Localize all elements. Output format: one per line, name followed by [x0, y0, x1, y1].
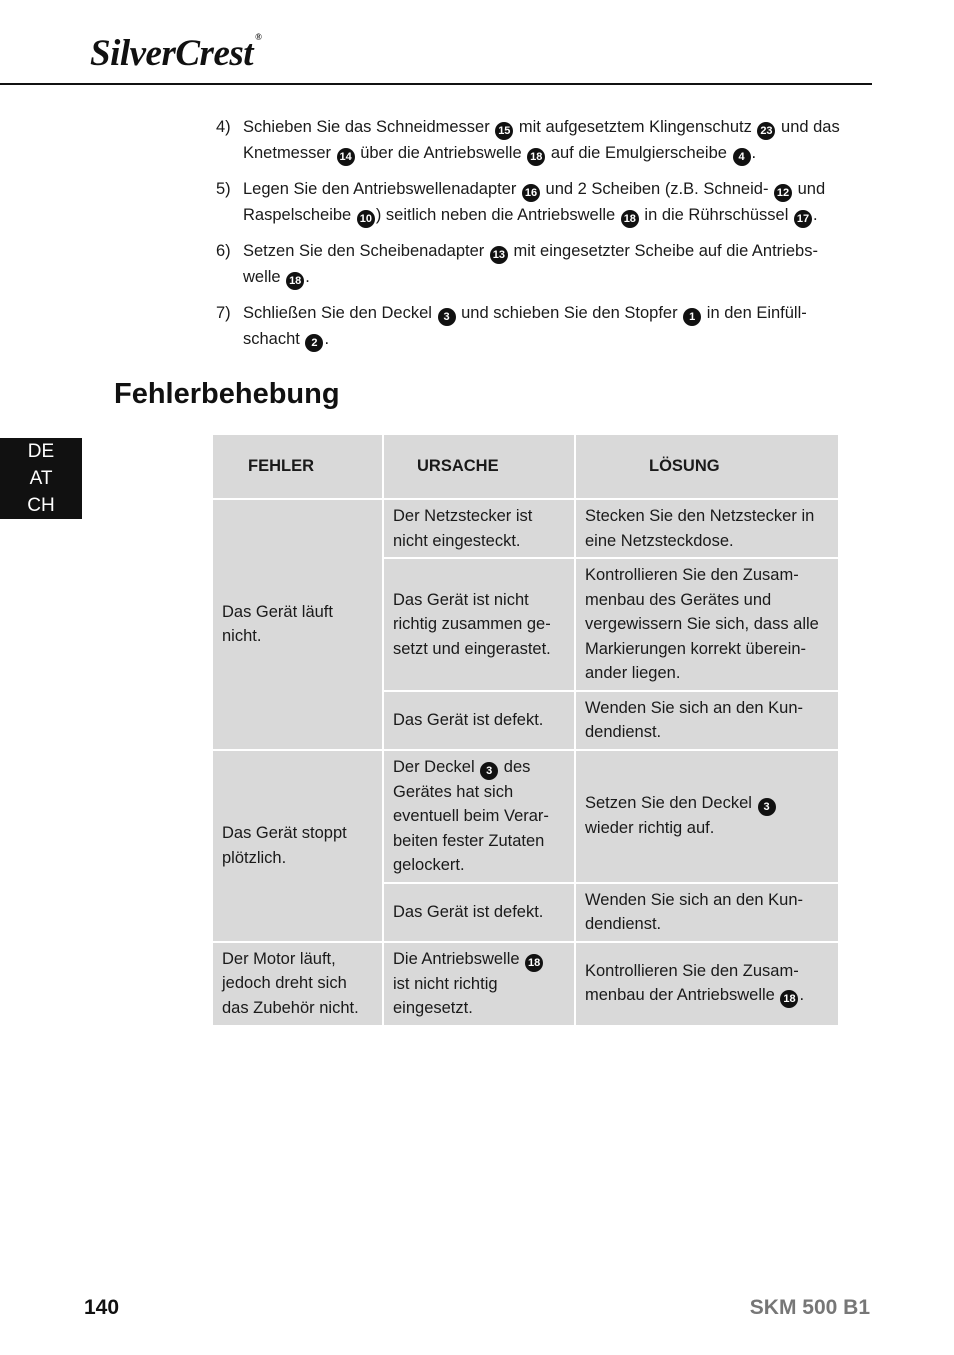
part-number-badge: 4 [733, 148, 751, 166]
loesung-cell [576, 500, 838, 557]
part-number-badge: 15 [495, 122, 513, 140]
text-segment: und das Knetmesser [243, 118, 840, 162]
text-segment: Wenden Sie sich an den Kun-dendienst. [585, 698, 804, 741]
header-fehler: FEHLER [213, 435, 382, 498]
step-number: 7) [216, 304, 231, 322]
text-segment: Setzen Sie den Deckel [585, 794, 757, 813]
table-row [213, 500, 838, 557]
text-segment: Schieben Sie das Schneidmesser [243, 118, 495, 136]
text-segment: ist nicht richtig eingesetzt. [393, 974, 498, 1017]
text-segment: Die Antriebswelle [393, 949, 525, 968]
part-number-badge: 13 [490, 246, 508, 264]
text-segment: Wenden Sie sich an den Kun-dendienst. [585, 890, 804, 933]
language-tab [0, 438, 82, 519]
text-segment: Das Gerät ist defekt. [393, 710, 544, 729]
text-segment: Kontrollieren Sie den Zusam-menbau des Gerätes und vergewissern Sie sich, dass alle Markierungen korrekt überein-ander liegen. [585, 566, 819, 682]
ursache-cell [384, 692, 574, 749]
lang-at: AT [29, 468, 53, 489]
text-segment: . [812, 206, 818, 224]
part-number-badge: 10 [357, 210, 375, 228]
text-segment: auf die Emulgierscheibe [546, 144, 732, 162]
step-item [216, 114, 846, 166]
text-segment: Das Gerät ist nicht richtig zusammen ge-setzt und eingerastet. [393, 590, 551, 658]
fehler-cell: Das Gerät stoppt plötzlich. [213, 751, 382, 941]
table-body [213, 500, 838, 1025]
text-segment: Das Gerät ist defekt. [393, 902, 544, 921]
part-number-badge: 3 [438, 308, 456, 326]
header-divider [0, 83, 872, 85]
part-number-badge: 3 [480, 762, 498, 780]
ursache-cell [384, 884, 574, 941]
step-number: 6) [216, 242, 231, 260]
step-item [216, 176, 846, 228]
lang-ch: CH [27, 495, 55, 516]
fehler-cell: Das Gerät läuft nicht. [213, 500, 382, 749]
text-segment: Schließen Sie den Deckel [243, 304, 437, 322]
text-segment: in den Einfüll-schacht [243, 304, 807, 348]
text-segment: Der Deckel [393, 757, 480, 776]
ursache-cell [384, 559, 574, 690]
text-segment: und schieben Sie den Stopfer [456, 304, 683, 322]
text-segment: des Gerätes hat sich eventuell beim Verar-beiten fester Zutaten gelockert. [393, 757, 549, 874]
loesung-cell [576, 943, 838, 1025]
text-segment: . [305, 268, 310, 286]
header-loesung: LÖSUNG [576, 435, 838, 498]
text-segment: Stecken Sie den Netzstecker in eine Netzsteckdose. [585, 507, 815, 550]
part-number-badge: 18 [780, 990, 798, 1008]
loesung-cell [576, 884, 838, 941]
part-number-badge: 17 [794, 210, 812, 228]
step-item [216, 238, 846, 290]
table-header-row [213, 435, 838, 498]
part-number-badge: 18 [527, 148, 545, 166]
loesung-cell [576, 692, 838, 749]
page-number: 140 [84, 1296, 120, 1319]
section-title: Fehlerbehebung [114, 378, 340, 410]
part-number-badge: 18 [621, 210, 639, 228]
text-segment: Der Netzstecker ist nicht eingesteckt. [393, 507, 533, 550]
loesung-cell [576, 559, 838, 690]
part-number-badge: 12 [774, 184, 792, 202]
registered-mark: ® [255, 32, 262, 42]
part-number-badge: 14 [337, 148, 355, 166]
brand-logo [90, 32, 261, 75]
part-number-badge: 18 [286, 272, 304, 290]
text-segment: . [799, 986, 805, 1005]
troubleshooting-table [211, 433, 840, 1027]
lang-de: DE [27, 441, 55, 462]
header-ursache: URSACHE [384, 435, 574, 498]
step-number: 5) [216, 180, 231, 198]
model-number: SKM 500 B1 [749, 1296, 870, 1319]
text-segment: in die Rührschüssel [639, 206, 793, 224]
assembly-steps [216, 114, 846, 362]
table-row [213, 751, 838, 882]
text-segment: . [751, 144, 757, 162]
step-number: 4) [216, 118, 231, 136]
text-segment: wieder richtig auf. [585, 819, 715, 838]
table-row [213, 943, 838, 1025]
ursache-cell [384, 943, 574, 1025]
text-segment: Kontrollieren Sie den Zusam-menbau der Antriebswelle [585, 961, 799, 1005]
text-segment: und 2 Scheiben (z.B. Schneid- [540, 180, 774, 198]
fehler-cell: Der Motor läuft, jedoch dreht sich das Zubehör nicht. [213, 943, 382, 1025]
text-segment: Legen Sie den Antriebswellenadapter [243, 180, 521, 198]
step-item [216, 300, 846, 352]
ursache-cell [384, 751, 574, 882]
text-segment: und Raspelscheibe [243, 180, 826, 224]
part-number-badge: 23 [757, 122, 775, 140]
part-number-badge: 3 [758, 798, 776, 816]
brand-name: SilverCrest [90, 33, 254, 74]
text-segment: mit aufgesetztem Klingenschutz [514, 118, 757, 136]
text-segment: mit eingesetzter Scheibe auf die Antriebs-welle [243, 242, 818, 286]
loesung-cell [576, 751, 838, 882]
text-segment: . [324, 330, 330, 348]
ursache-cell [384, 500, 574, 557]
part-number-badge: 18 [525, 954, 543, 972]
part-number-badge: 1 [683, 308, 701, 326]
text-segment: über die Antriebswelle [355, 144, 527, 162]
part-number-badge: 2 [305, 334, 323, 352]
part-number-badge: 16 [522, 184, 540, 202]
text-segment: ) seitlich neben die Antriebswelle [375, 206, 620, 224]
text-segment: Setzen Sie den Scheibenadapter [243, 242, 489, 260]
